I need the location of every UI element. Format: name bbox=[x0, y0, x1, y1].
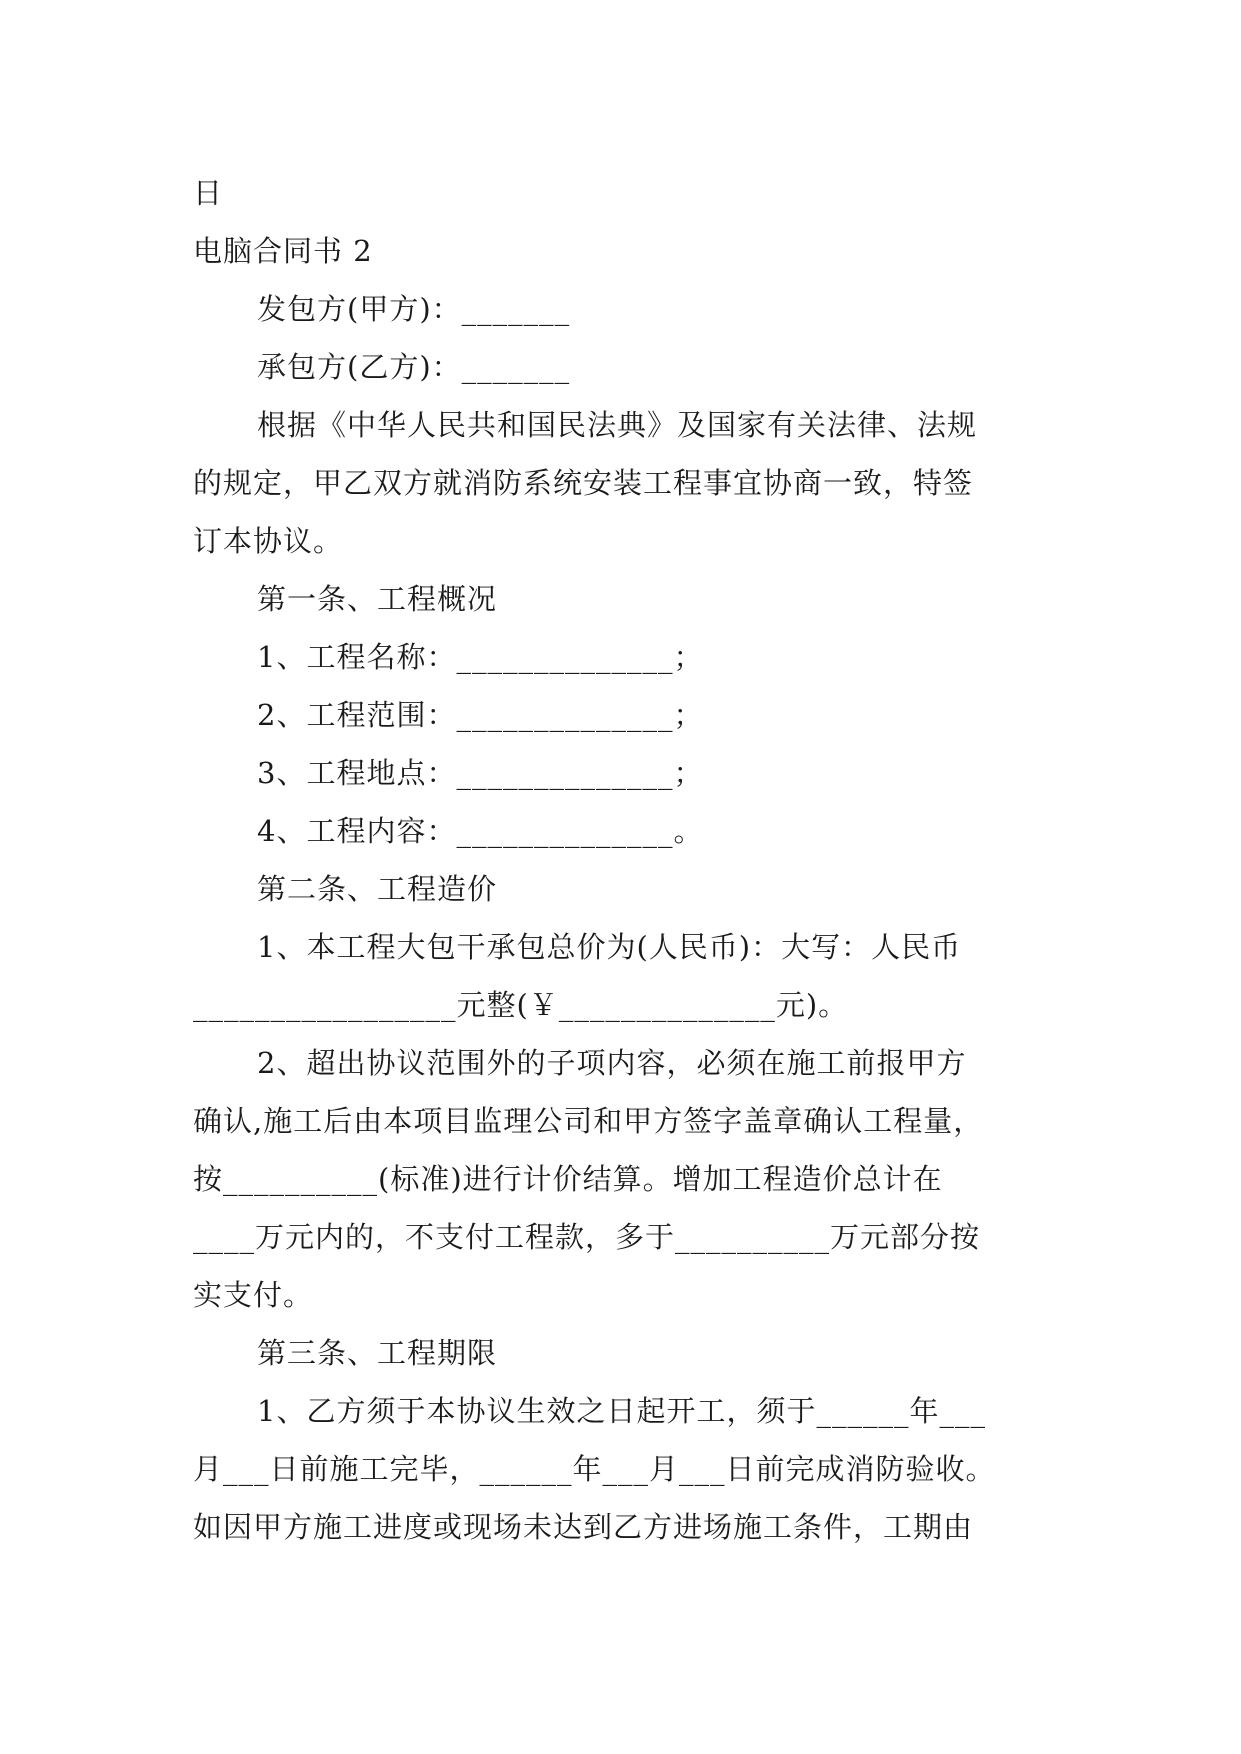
article-1-item-4: 4、工程内容：______________。 bbox=[257, 814, 704, 848]
article-1-item-3: 3、工程地点：______________； bbox=[257, 756, 704, 790]
article-2-item-2-line-2: 确认,施工后由本项目监理公司和甲方签字盖章确认工程量， bbox=[193, 1104, 984, 1138]
article-1-heading: 第一条、工程概况 bbox=[257, 582, 498, 616]
article-3-item-1-line-1: 1、乙方须于本协议生效之日起开工，须于______年___ bbox=[257, 1394, 986, 1428]
article-2-item-1-line-1: 1、本工程大包干承包总价为(人民币)：大写：人民币 bbox=[257, 930, 962, 964]
preamble-line-2: 的规定，甲乙双方就消防系统安装工程事宜协商一致，特签 bbox=[193, 466, 974, 500]
article-2-item-2-line-5: 实支付。 bbox=[193, 1278, 314, 1312]
preamble-line-1: 根据《中华人民共和国民法典》及国家有关法律、法规 bbox=[257, 408, 978, 442]
party-b-line: 承包方(乙方)：_______ bbox=[257, 350, 571, 384]
article-1-item-1: 1、工程名称：______________； bbox=[257, 640, 704, 674]
document-title: 电脑合同书 2 bbox=[193, 234, 373, 268]
article-2-item-1-line-2: _________________元整(￥______________元)。 bbox=[193, 988, 849, 1022]
article-3-item-1-line-2: 月___日前施工完毕，______年___月___日前完成消防验收。 bbox=[193, 1452, 996, 1486]
article-3-item-1-line-3: 如因甲方施工进度或现场未达到乙方进场施工条件，工期由 bbox=[193, 1510, 974, 1544]
preamble-line-3: 订本协议。 bbox=[193, 524, 344, 558]
article-1-item-2: 2、工程范围：______________； bbox=[257, 698, 704, 732]
article-2-item-2-line-3: 按__________(标准)进行计价结算。增加工程造价总计在 bbox=[193, 1162, 943, 1196]
article-2-heading: 第二条、工程造价 bbox=[257, 872, 498, 906]
article-2-item-2-line-1: 2、超出协议范围外的子项内容，必须在施工前报甲方 bbox=[257, 1046, 967, 1080]
article-3-heading: 第三条、工程期限 bbox=[257, 1336, 498, 1370]
party-a-line: 发包方(甲方)：_______ bbox=[257, 292, 571, 326]
article-2-item-2-line-4: ____万元内的，不支付工程款，多于__________万元部分按 bbox=[193, 1220, 981, 1254]
text-line-1: 日 bbox=[193, 176, 224, 210]
